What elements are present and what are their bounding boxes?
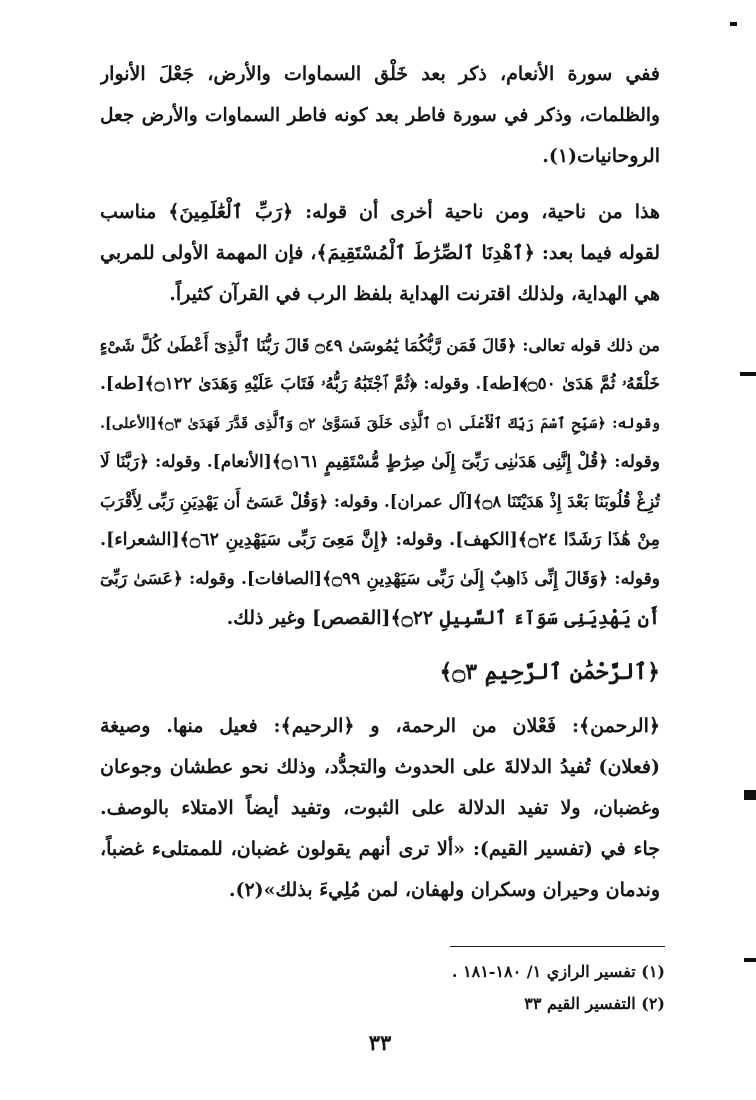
text-line: ﴿الرحمن﴾: فَعْلان من الرحمة، و ﴿الرحيم﴾: فعيل منها. وصيغة [100, 715, 660, 737]
scan-mark [740, 372, 756, 376]
scan-mark [744, 958, 756, 962]
paragraph-quranic-examples [100, 326, 660, 638]
text-line: ففي سورة الأنعام، ذكر بعد خَلْق السماوات والأرض، جَعْلَ الأنوار [100, 63, 660, 85]
text-line: مِنْ هَٰذَا رَشَدًا ۝٢٤﴾[الكهف]. وقوله: ﴿إِنَّ مَعِىَ رَبِّى سَيَهْدِينِ ۝٦٢﴾[الشعراء]. [100, 530, 660, 550]
text-line: خَلْقَهُۥ ثُمَّ هَدَىٰ ۝٥٠﴾[طه]. وقوله: ﴿ثُمَّ ٱجْتَبَٰهُ رَبُّهُۥ فَتَابَ عَلَيْهِ وَهَدَىٰ ۝١٢٢﴾[طه]. [100, 374, 660, 394]
text-line: لقوله فيما بعد: ﴿ٱهْدِنَا ٱلصِّرَٰطَ ٱلْمُسْتَقِيمَ﴾، فإن المهمة الأولى للمربي [100, 242, 660, 264]
footnote-separator [450, 946, 665, 947]
text-line: والظلمات، وذكر في سورة فاطر بعد كونه فاطر السماوات والأرض جعل [100, 105, 660, 126]
footnote-1: (١) تفسير الرازي ١/ ١٨٠-١٨١ . [451, 962, 665, 981]
paragraph-rahman-rahim [100, 706, 660, 911]
text-line: هذا من ناحية، ومن ناحية أخرى أن قوله: ﴿رَبِّ ٱلْعَٰلَمِينَ﴾ مناسب [100, 201, 660, 223]
paragraph-creation [100, 54, 660, 177]
text-line: تُزِغْ قُلُوبَنَا بَعْدَ إِذْ هَدَيْتَنَا ۝٨﴾[آل عمران]. وقوله: ﴿وَقُلْ عَسَىٰٓ أَن يَهْدِيَنِ رَبِّى لِأَقْرَبَ [100, 492, 660, 511]
text-line: وقوله: ﴿وَقَالَ إِنِّى ذَاهِبٌ إِلَىٰ رَبِّى سَيَهْدِينِ ۝٩٩﴾[الصافات]. وقوله: ﴿عَسَىٰ رَبِّىٓ [100, 569, 660, 589]
footnote-2: (٢) التفسير القيم ٣٣ [524, 994, 665, 1013]
scan-mark [730, 22, 737, 26]
text-line: وغضبان، ولا تفيد الدلالة على الثبوت، وتفيد أيضاً الامتلاء بالوصف. [100, 797, 660, 819]
text-line: جاء في (تفسير القيم): «ألا ترى أنهم يقولون غضبان، للممتلىء غضباً، [100, 838, 660, 860]
text-line: الروحانيات(١). [542, 145, 660, 167]
text-line: (فعلان) تُفيدُ الدلالةَ على الحدوث والتجدُّد، وذلك نحو عطشان وجوعان [100, 756, 660, 778]
text-line: هي الهداية، ولذلك اقترنت الهداية بلفظ الرب في القرآن كثيراً. [169, 283, 660, 305]
page-number: ٣٣ [368, 1030, 392, 1055]
paragraph-guidance [100, 192, 660, 315]
text-line: أَن يَهْدِيَنِى سَوَآءَ ٱلسَّبِيلِ ۝٢٢﴾[القصص] وغير ذلك. [226, 607, 660, 629]
scan-mark [744, 790, 756, 800]
text-line: وقوله: ﴿قُلْ إِنَّنِى هَدَىٰنِى رَبِّىٓ إِلَىٰ صِرَٰطٍ مُّسْتَقِيمٍ ۝١٦١﴾[الأنعام]. وقوله: ﴿رَبَّنَا لَا [100, 452, 660, 472]
text-line: وندمان وحيران وسكران ولهفان، لمن مُلِيءَ بذلك»(٢). [228, 879, 660, 901]
text-line: من ذلك قوله تعالى: ﴿قَالَ فَمَن رَّبُّكُمَا يَٰمُوسَىٰ ۝٤٩ قَالَ رَبُّنَا ٱلَّذِىٓ أَعْطَىٰ كُلَّ شَىْءٍ [100, 336, 660, 355]
text-line: وقوله: ﴿سَبِّحِ ٱسْمَ رَبِّكَ ٱلْأَعْلَى ۝١ ٱلَّذِى خَلَقَ فَسَوَّىٰ ۝٢ وَٱلَّذِى قَدَّرَ فَهَدَىٰ ۝٣﴾[الأعلى]. [100, 415, 660, 432]
verse-heading: ﴿ٱلرَّحْمَٰنِ ٱلرَّحِيمِ ۝٣﴾ [439, 659, 660, 685]
